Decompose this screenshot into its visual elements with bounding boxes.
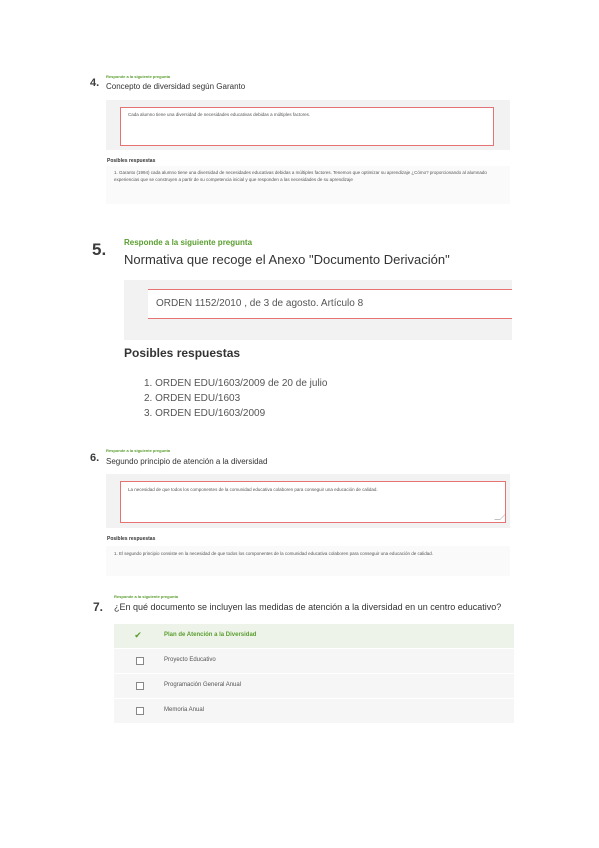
- option-plan-atencion-diversidad[interactable]: [114, 624, 514, 649]
- checkbox-icon[interactable]: [136, 657, 144, 665]
- possible-answers-list: [114, 550, 506, 557]
- question-number: 7.: [93, 600, 104, 614]
- option-label: Plan de Atención a la Diversidad: [164, 632, 257, 638]
- resize-handle-icon[interactable]: [494, 514, 506, 520]
- possible-answers-title: Posibles respuestas: [124, 346, 241, 360]
- option-label: Proyecto Educativo: [164, 657, 216, 663]
- checkbox-icon[interactable]: [136, 682, 144, 690]
- question-prompt: Responde a la siguiente pregunta: [124, 238, 253, 247]
- list-item: 1. El segundo principio consiste en la necesidad de que todos los componentes de la comunidad educativa colaboren para conseguir una educación de calidad.: [114, 551, 433, 556]
- question-number: 5.: [92, 240, 107, 259]
- possible-answers-list: [144, 376, 327, 421]
- question-text: Segundo principio de atención a la diversidad: [106, 457, 268, 466]
- option-proyecto-educativo[interactable]: [114, 649, 514, 674]
- checkbox-icon[interactable]: [136, 707, 144, 715]
- possible-answers-title: Posibles respuestas: [107, 536, 156, 542]
- options-list: [114, 624, 514, 724]
- list-item: 2. ORDEN EDU/1603: [144, 393, 241, 404]
- question-text: ¿En qué documento se incluyen las medidas de atención a la diversidad en un centro educativo?: [114, 602, 502, 612]
- question-text: Concepto de diversidad según Garanto: [106, 82, 246, 91]
- list-item: 3. ORDEN EDU/1603/2009: [144, 408, 266, 419]
- question-prompt: Responde a la siguiente pregunta: [106, 74, 171, 79]
- possible-answers-list: [114, 169, 506, 183]
- question-prompt: Responde a la siguiente pregunta: [106, 448, 171, 453]
- answer-text: La necesidad de que todos los componentes de la comunidad educativa colaboren para conseguir una educación de calidad.: [128, 487, 378, 492]
- answer-text: Cada alumno tiene una diversidad de necesidades educativas debidas a múltiples factores.: [128, 112, 311, 117]
- question-prompt: Responde a la siguiente pregunta: [114, 594, 179, 599]
- question-number: 4.: [90, 77, 100, 89]
- option-label: Memoria Anual: [164, 707, 205, 713]
- option-memoria-anual[interactable]: [114, 699, 514, 724]
- list-item: 1. ORDEN EDU/1603/2009 de 20 de julio: [144, 378, 328, 389]
- possible-answers-title: Posibles respuestas: [107, 158, 156, 164]
- option-programacion-general-anual[interactable]: [114, 674, 514, 699]
- question-text: Normativa que recoge el Anexo "Documento Derivación": [124, 252, 450, 267]
- checkmark-icon: ✔: [134, 630, 142, 640]
- question-number: 6.: [90, 452, 100, 464]
- answer-text: ORDEN 1152/2010 , de 3 de agosto. Artículo 8: [156, 298, 364, 309]
- list-item: 1. Garanto (1994) cada alumno tiene una diversidad de necesidades educativas debidas a múltiples factores. Tenemos que optimizar su aprendizaje ¿Cómo? proporcionando al alumnado experiencias que se construyen a partir de su competencia inicial y que responden a las necesidades de su aprendizaje: [114, 170, 487, 182]
- option-label: Programación General Anual: [164, 682, 242, 688]
